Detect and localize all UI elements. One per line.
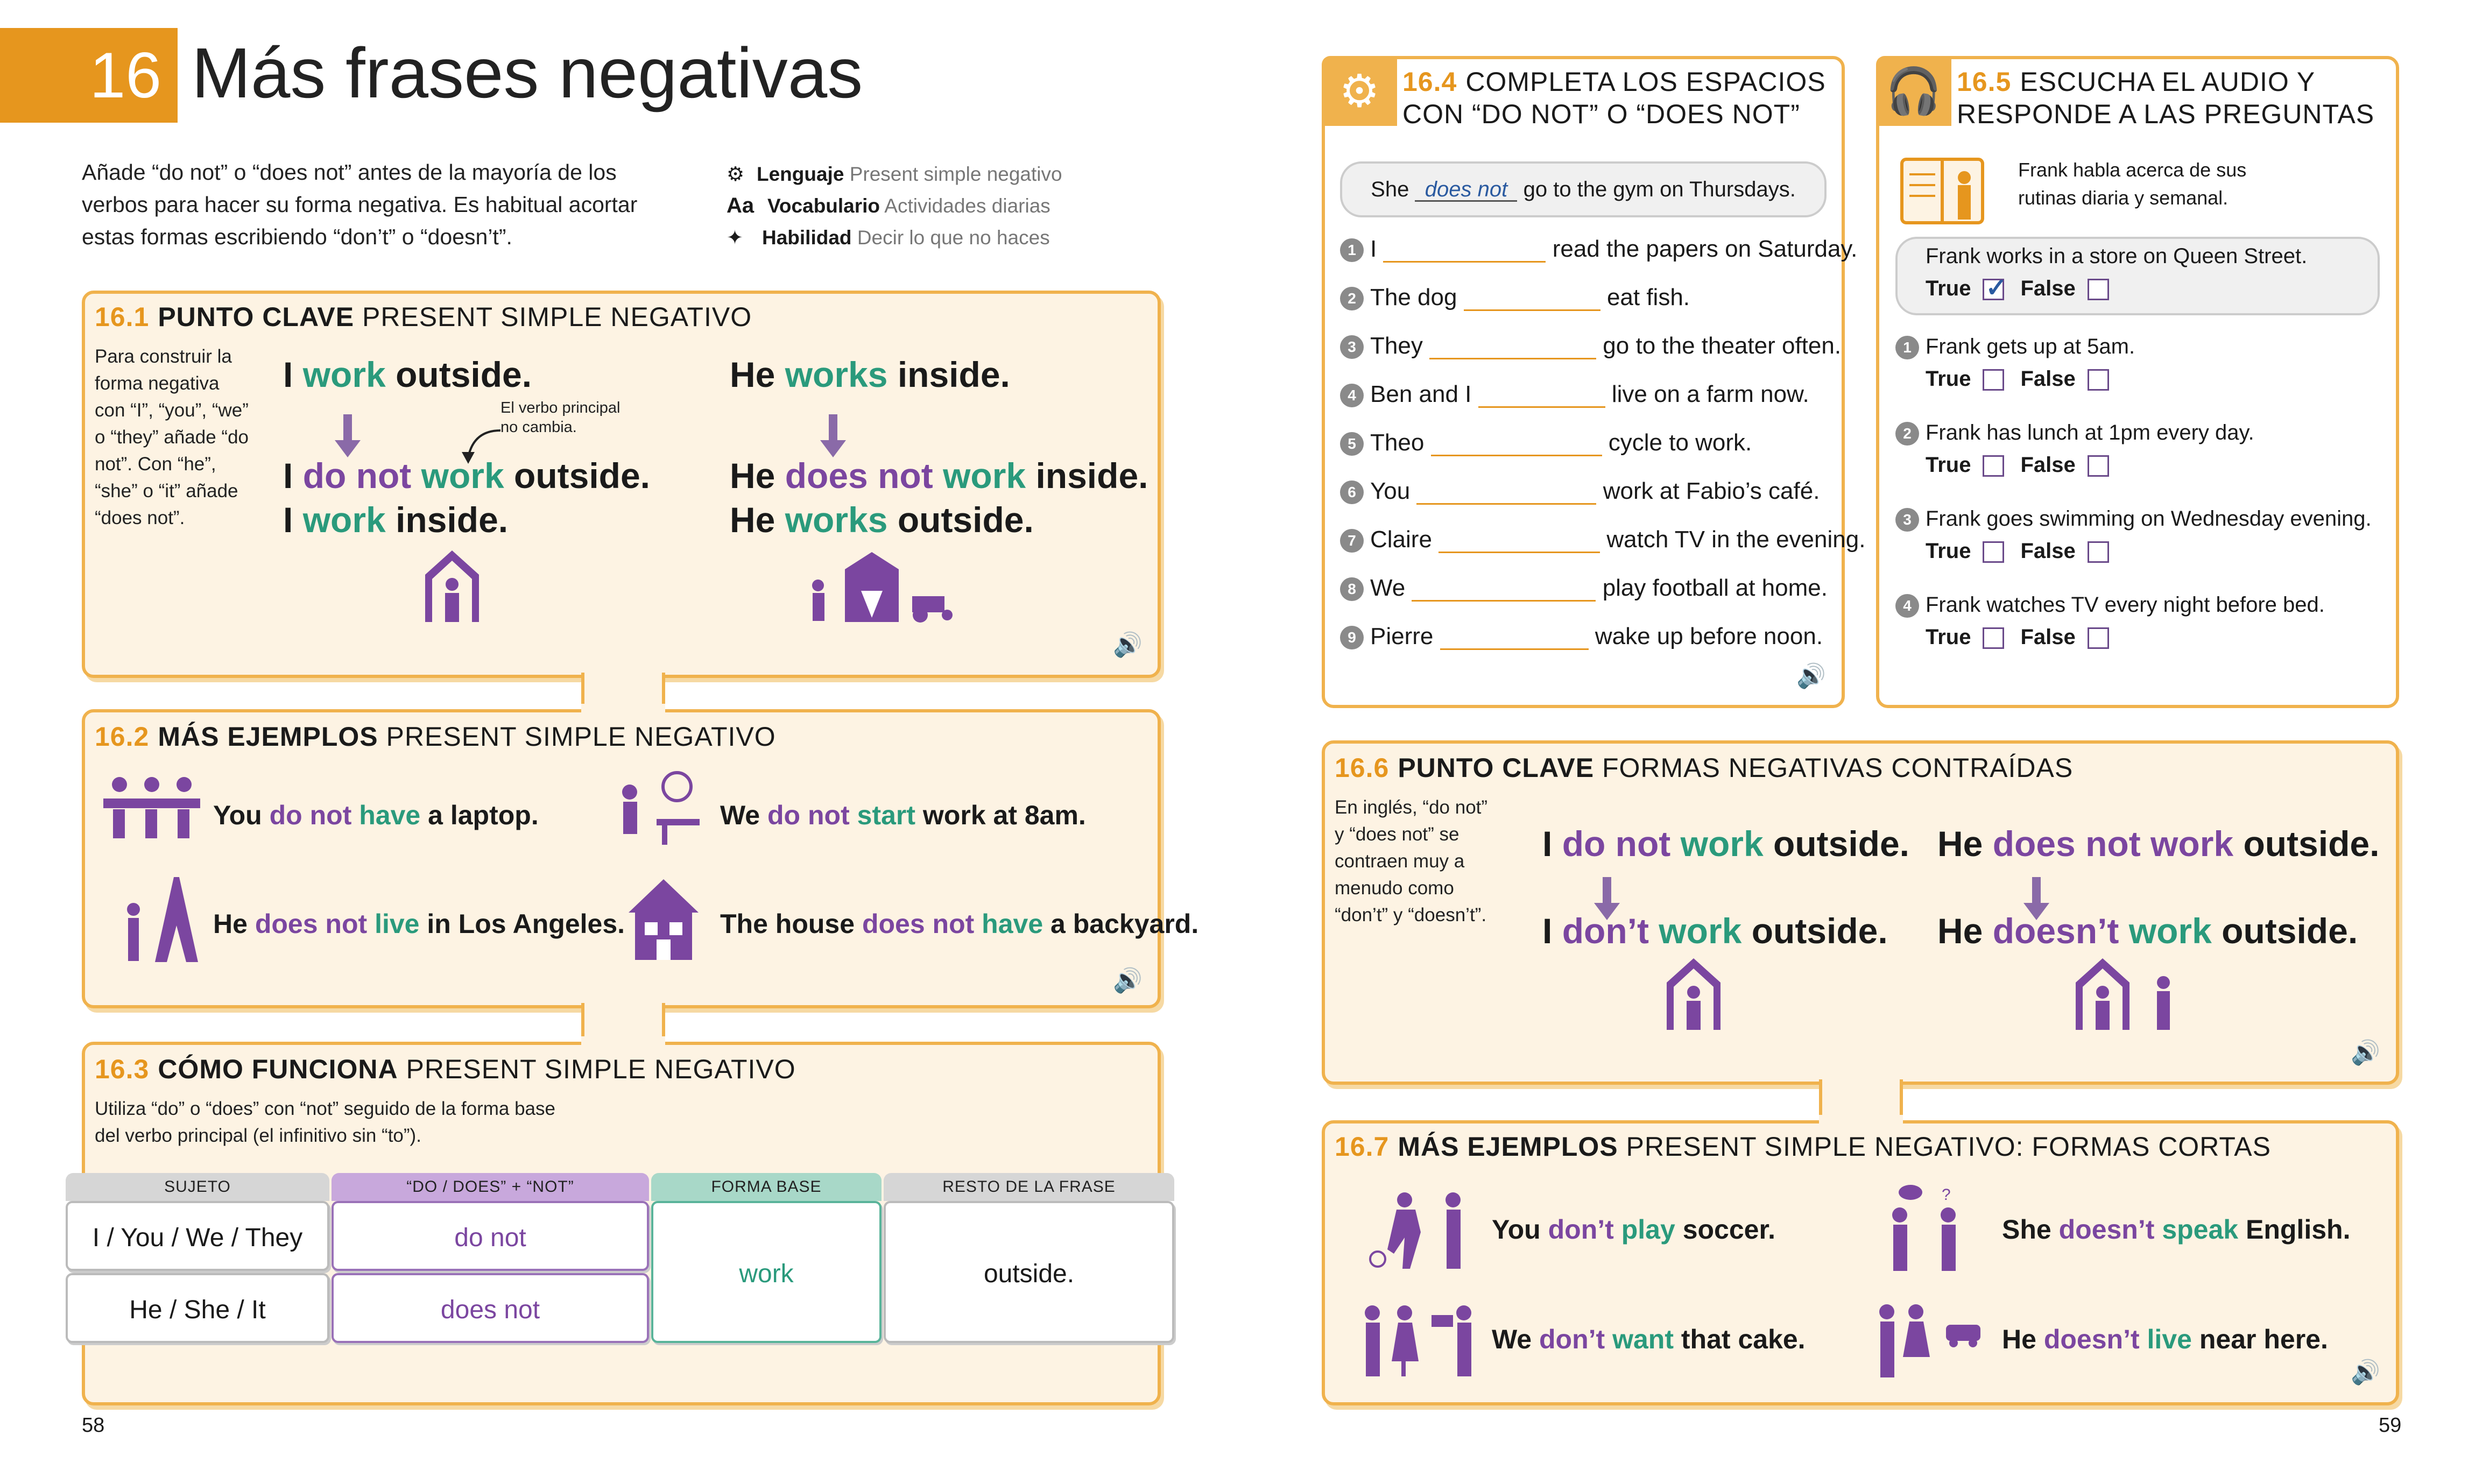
man-in-building-icon — [422, 548, 482, 623]
puzzle-subject-1: I / You / We / They — [66, 1201, 329, 1271]
aa-icon: Aa — [727, 194, 755, 217]
section-16-5-title: 16.5 ESCUCHA EL AUDIO Y RESPONDE A LAS PREGUNTAS — [1957, 67, 2375, 129]
section-16-4-title: 16.4 COMPLETA LOS ESPACIOS CON “DO NOT” O “DOES NOT” — [1402, 67, 1826, 129]
s162-example-3: He does not live in Los Angeles. — [213, 909, 625, 939]
s161-left-line2: I do not work outside. — [283, 456, 651, 496]
col-head-do-does-not: “DO / DOES” + “NOT” — [332, 1173, 649, 1201]
col-head-sujeto: SUJETO — [66, 1173, 329, 1201]
s165-example-answers: True ✓ False — [1926, 277, 2125, 301]
audio-speaker-icon[interactable]: 🔊 — [2351, 1359, 2380, 1386]
s166-right-line2: He doesn’t work outside. — [1937, 911, 2358, 951]
s165-item-2-text: 2 Frank has lunch at 1pm every day. — [1895, 421, 2254, 446]
chapter-number-tab: 16 — [0, 28, 178, 123]
s161-left-line1: I work outside. — [283, 355, 532, 394]
s164-item-6[interactable]: 6 You work at Fabio’s café. — [1340, 478, 1820, 505]
section-16-7 — [1322, 1120, 2399, 1405]
s166-left-line1: I do not work outside. — [1542, 824, 1910, 864]
soccer-players-icon — [1367, 1189, 1475, 1270]
gears-icon: ⚙ — [727, 163, 745, 185]
true-checkbox[interactable] — [1983, 455, 2004, 477]
down-arrow — [829, 414, 837, 441]
frank-calendar-icon — [1900, 152, 1991, 227]
puzzle-subject-2: He / She / It — [66, 1273, 329, 1343]
s161-right-line1: He works inside. — [730, 355, 1010, 394]
s164-item-8[interactable]: 8 We play football at home. — [1340, 575, 1828, 602]
gears-icon: ⚙ — [1322, 56, 1397, 126]
s165-item-1-text: 1 Frank gets up at 5am. — [1895, 335, 2135, 359]
s165-item-4-text: 4 Frank watches TV every night before bed. — [1895, 593, 2325, 618]
section-connector — [581, 1036, 665, 1047]
example-answer: does not — [1415, 179, 1517, 202]
true-checkbox[interactable] — [1983, 541, 2004, 563]
section-connector — [1819, 1115, 1903, 1126]
man-outside-building-icon — [2073, 956, 2181, 1031]
section-16-7-title: 16.7 MÁS EJEMPLOS PRESENT SIMPLE NEGATIVO: FORMAS CORTAS — [1335, 1132, 2271, 1162]
true-checkbox[interactable] — [1983, 627, 2004, 649]
s165-item-4-answers: True False — [1926, 625, 2125, 649]
s164-item-4[interactable]: 4 Ben and I live on a farm now. — [1340, 381, 1809, 408]
puzzle-neg-1: do not — [332, 1201, 649, 1271]
section-connector — [581, 704, 665, 715]
section-16-6-title: 16.6 PUNTO CLAVE FORMAS NEGATIVAS CONTRAÍDAS — [1335, 753, 2074, 783]
s165-intro: Frank habla acerca de sus rutinas diaria y semanal. — [2018, 159, 2247, 209]
meta-habilidad: ✦ Habilidad Decir lo que no haces — [727, 222, 1062, 253]
s164-item-7[interactable]: 7 Claire watch TV in the evening. — [1340, 526, 1865, 553]
section-16-1-title: 16.1 PUNTO CLAVE PRESENT SIMPLE NEGATIVO — [95, 302, 752, 332]
false-checkbox[interactable] — [2088, 541, 2109, 563]
s164-item-5[interactable]: 5 Theo cycle to work. — [1340, 429, 1752, 456]
meta-vocabulario: Aa Vocabulario Actividades diarias — [727, 190, 1062, 222]
puzzle-base-verb: work — [651, 1201, 882, 1343]
page-number-left: 58 — [82, 1414, 105, 1437]
meta-lenguaje: ⚙ Lenguaje Present simple negativo — [727, 158, 1062, 190]
s165-example-text: Frank works in a store on Queen Street. — [1926, 244, 2308, 268]
false-checkbox[interactable] — [2088, 627, 2109, 649]
s162-example-1: You do not have a laptop. — [213, 800, 539, 830]
s165-item-3-text: 3 Frank goes swimming on Wednesday evening. — [1895, 507, 2372, 532]
s166-left-line2: I don’t work outside. — [1542, 911, 1888, 951]
section-16-2-title: 16.2 MÁS EJEMPLOS PRESENT SIMPLE NEGATIVO — [95, 722, 776, 752]
false-checkbox[interactable] — [2088, 369, 2109, 391]
col-head-resto: RESTO DE LA FRASE — [884, 1173, 1174, 1201]
man-in-building-icon — [1664, 956, 1723, 1031]
puzzle-rest: outside. — [884, 1201, 1174, 1343]
s161-right-line3: He works outside. — [730, 500, 1034, 540]
section-16-2 — [82, 709, 1161, 1008]
s164-item-2[interactable]: 2 The dog eat fish. — [1340, 284, 1690, 311]
audio-speaker-icon[interactable]: 🔊 — [1796, 663, 1826, 689]
verb-note: El verbo principal no cambia. — [500, 399, 620, 436]
s166-right-line1: He does not work outside. — [1937, 824, 2380, 864]
s167-example-2: She doesn’t speak English. — [2002, 1214, 2351, 1245]
s164-example: She does not go to the gym on Thursdays. — [1340, 161, 1827, 217]
false-checkbox[interactable] — [2088, 279, 2109, 300]
true-checkbox-checked[interactable]: ✓ — [1983, 279, 2004, 300]
col-head-forma-base: FORMA BASE — [651, 1173, 882, 1201]
s164-item-3[interactable]: 3 They go to the theater often. — [1340, 333, 1841, 359]
s162-example-4: The house does not have a backyard. — [720, 909, 1199, 939]
down-arrow — [1603, 877, 1611, 904]
office-clock-icon — [608, 771, 705, 846]
s162-example-2: We do not start work at 8am. — [720, 800, 1086, 830]
puzzle-icon: ✦ — [727, 227, 744, 249]
s161-right-line2: He does not work inside. — [730, 456, 1148, 496]
couple-cake-icon — [1356, 1297, 1480, 1377]
section-16-3-title: 16.3 CÓMO FUNCIONA PRESENT SIMPLE NEGATIVO — [95, 1054, 796, 1084]
audio-speaker-icon[interactable]: 🔊 — [1113, 967, 1143, 994]
audio-speaker-icon[interactable]: 🔊 — [1113, 632, 1143, 658]
section-16-1-side-text: Para construir la forma negativa con “I”, “you”, “we” o “they” añade “do not”. Con “he”, “she” o “it” añade “does not”. — [95, 346, 249, 528]
page-number-right: 59 — [2379, 1414, 2402, 1437]
page-title: Más frases negativas — [192, 33, 863, 112]
down-arrow — [2032, 877, 2041, 904]
people-car-icon — [1871, 1298, 1984, 1379]
intro-text: Añade “do not” o “does not” antes de la mayoría de los verbos para hacer su forma negativa. Es habitual acortar estas formas escribiendo “don’t” o “doesn’t”. — [82, 160, 638, 249]
s164-item-1[interactable]: 1 I read the papers on Saturday. — [1340, 236, 1857, 263]
s167-example-3: We don’t want that cake. — [1492, 1324, 1806, 1354]
s167-example-1: You don’t play soccer. — [1492, 1214, 1776, 1245]
s165-item-1-answers: True False — [1926, 367, 2125, 391]
puzzle-neg-2: does not — [332, 1273, 649, 1343]
people-laptops-icon — [103, 775, 200, 839]
s164-item-9[interactable]: 9 Pierre wake up before noon. — [1340, 623, 1823, 650]
svg-text:?: ? — [1942, 1186, 1951, 1204]
eiffel-tower-icon — [123, 877, 203, 963]
meta-list — [727, 158, 1062, 253]
false-checkbox[interactable] — [2088, 455, 2109, 477]
headphones-icon: 🎧 — [1876, 56, 1951, 126]
s167-example-4: He doesn’t live near here. — [2002, 1324, 2328, 1354]
section-16-3-desc: Utiliza “do” o “does” con “not” seguido de la forma base del verbo principal (el infinitivo sin “to”). — [95, 1098, 555, 1146]
audio-speaker-icon[interactable]: 🔊 — [2351, 1040, 2380, 1066]
section-16-6-side-text: En inglés, “do not” y “does not” se contraen muy a menudo como “don’t” y “doesn’t”. — [1335, 797, 1488, 925]
s165-item-3-answers: True False — [1926, 539, 2125, 563]
s165-item-2-answers: True False — [1926, 453, 2125, 477]
farm-icon — [802, 548, 974, 623]
down-arrow — [343, 414, 352, 441]
two-people-question-icon — [1878, 1182, 1970, 1273]
house-icon — [629, 879, 699, 960]
s161-left-line3: I work inside. — [283, 500, 509, 540]
true-checkbox[interactable] — [1983, 369, 2004, 391]
